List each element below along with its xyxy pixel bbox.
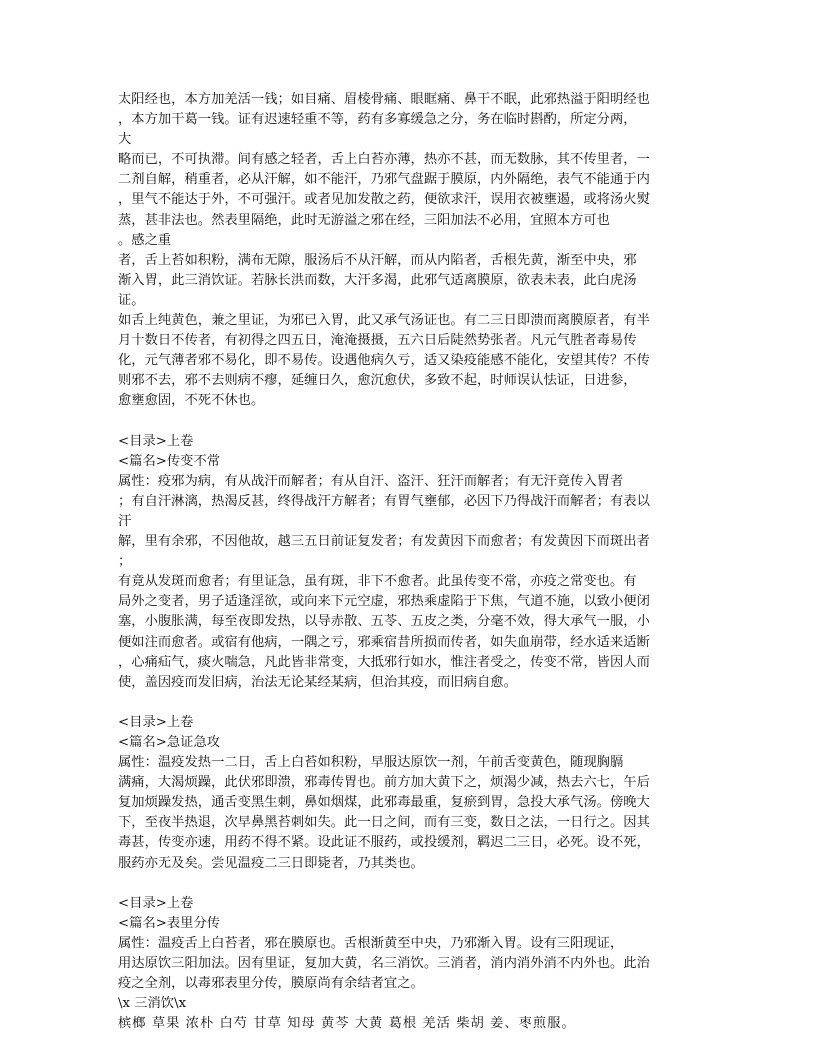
section-chuanbian xyxy=(118,432,684,693)
text-line: 局外之变者，男子适逢淫欲，或向来下元空虚，邪热乘虚陷于下焦，气道不施，以致小便闭 xyxy=(118,594,650,610)
text-line: 化，元气薄者邪不易化，即不易传。设遇他病久亏，适又染疫能感不能化，安望其传？不传 xyxy=(118,353,650,369)
text-line: ，心痛疝气，痰火喘急，凡此皆非常变，大抵邪行如水，惟注者受之，传变不常，皆因人而 xyxy=(118,654,650,670)
text-line: 大 xyxy=(118,132,132,148)
text-line: 使，盖因疫而发旧病，治法无论某经某病，但治其疫，而旧病自愈。 xyxy=(118,674,517,690)
text-line: 太阳经也，本方加羌活一钱；如目痛、眉棱骨痛、眼眶痛、鼻干不眠，此邪热溢于阳明经也 xyxy=(118,92,650,107)
text-line: 服药亦无及矣。尝见温疫二三日即毙者，乃其类也。 xyxy=(118,855,424,871)
text-line: 月十数日不传者，有初得之四五日，淹淹摄摄，五六日后陡然势张者。凡元气胜者毒易传 xyxy=(118,333,637,349)
section-title: <篇名>表里分传 xyxy=(118,915,221,931)
catalog-label: <目录>上卷 xyxy=(118,433,194,449)
intro-paragraph xyxy=(118,90,684,412)
catalog-label: <目录>上卷 xyxy=(118,714,194,730)
text-line: 属性：温疫舌上白苔者，邪在膜原也。舌根渐黄至中央，乃邪渐入胃。设有三阳现证， xyxy=(118,935,624,951)
text-line: 略而已，不可执滞。间有感之轻者，舌上白苔亦薄，热亦不甚，而无数脉，其不传里者，一 xyxy=(118,152,650,168)
text-line: 如舌上纯黄色，兼之里证，为邪已入胃，此又承气汤证也。有二三日即溃而离膜原者，有半 xyxy=(118,313,650,329)
catalog-label: <目录>上卷 xyxy=(118,895,194,911)
text-line: ，里气不能达于外，不可强汗。或者见加发散之药，便欲求汗，误用衣被壅遏，或将汤火熨 xyxy=(118,192,650,208)
text-line: 毒甚，传变亦速，用药不得不紧。设此证不服药，或投缓剂，羁迟二三日，必死。设不死， xyxy=(118,835,650,851)
formula-ingredients: 槟榔 草果 浓朴 白芍 甘草 知母 黄芩 大黄 葛根 羌活 柴胡 姜、枣煎服。 xyxy=(118,1016,576,1032)
spacer xyxy=(118,874,684,894)
text-line: 用达原饮三阳加法。因有里证，复加大黄，名三消饮。三消者，消内消外消不内外也。此治 xyxy=(118,956,650,972)
text-line: 蒸，甚非法也。然表里隔绝，此时无游溢之邪在经，三阳加法不必用，宜照本方可也 xyxy=(118,212,610,228)
text-line: 汗 xyxy=(118,513,132,529)
text-line: 证。 xyxy=(118,292,145,308)
text-line: ；有自汗淋漓，热渴反甚，终得战汗方解者；有胃气壅郁，必因下乃得战汗而解者；有表以 xyxy=(118,493,650,509)
section-biaoli xyxy=(118,894,684,1035)
text-line: 。感之重 xyxy=(118,232,172,248)
section-title: <篇名>急证急攻 xyxy=(118,735,221,750)
text-line: 者，舌上苔如积粉，满布无隙，服汤后不从汗解，而从内陷者，舌根先黄，渐至中央，邪 xyxy=(118,252,637,268)
text-line: 渐入胃，此三消饮证。若脉长洪而数，大汗多渴，此邪气适离膜原，欲表未表，此白虎汤 xyxy=(118,272,637,288)
text-line: ，本方加干葛一钱。证有迟速轻重不等，药有多寡缓急之分，务在临时斟酌，所定分两， xyxy=(118,112,637,128)
spacer xyxy=(118,412,684,432)
text-line: 复加烦躁发热，通舌变黑生刺，鼻如烟煤，此邪毒最重，复瘀到胃，急投大承气汤。傍晚大 xyxy=(118,795,650,811)
text-line: 解，里有余邪，不因他故，越三五日前证复发者；有发黄因下而愈者；有发黄因下而斑出者 xyxy=(118,534,650,550)
formula-heading: \x 三消饮\x xyxy=(118,996,187,1012)
text-line: 有竟从发斑而愈者；有里证急，虽有斑，非下不愈者。此虽传变不常，亦疫之常变也。有 xyxy=(118,574,637,590)
text-line: 疫之全剂，以毒邪表里分传，膜原尚有余结者宜之。 xyxy=(118,976,424,992)
text-line: ； xyxy=(118,554,132,570)
text-line: 便如注而愈者。或宿有他病，一隅之亏，邪乘宿昔所损而传者，如失血崩带，经水适来适断 xyxy=(118,634,650,650)
spacer xyxy=(118,693,684,713)
text-line: 二剂自解，稍重者，必从汗解，如不能汗，乃邪气盘踞于膜原，内外隔绝，表气不能通于内 xyxy=(118,172,650,188)
text-line: 下，至夜半热退，次早鼻黑苔刺如失。此一日之间，而有三变，数日之法，一日行之。因其 xyxy=(118,815,650,831)
text-line: 愈壅愈固，不死不休也。 xyxy=(118,393,265,409)
text-line: 则邪不去，邪不去则病不瘳，延缠日久，愈沉愈伏，多致不起，时师误认怯证，日进参， xyxy=(118,373,637,389)
text-line: 塞，小腹胀满，每至夜即发热，以导赤散、五苓、五皮之类，分毫不效，得大承气一服，小 xyxy=(118,614,650,630)
section-title: <篇名>传变不常 xyxy=(118,453,221,469)
text-line: 属性：温疫发热一二日，舌上白苔如积粉，早服达原饮一剂，午前舌变黄色，随现胸膈 xyxy=(118,755,624,771)
text-line: 满痛，大渴烦躁，此伏邪即溃，邪毒传胃也。前方加大黄下之，烦渴少减，热去六七，午后 xyxy=(118,775,650,791)
text-line: 属性：疫邪为病，有从战汗而解者；有从自汗、盗汗、狂汗而解者；有无汗竟传入胃者 xyxy=(118,473,624,489)
document-page xyxy=(118,90,684,1034)
section-jizheng xyxy=(118,713,684,874)
